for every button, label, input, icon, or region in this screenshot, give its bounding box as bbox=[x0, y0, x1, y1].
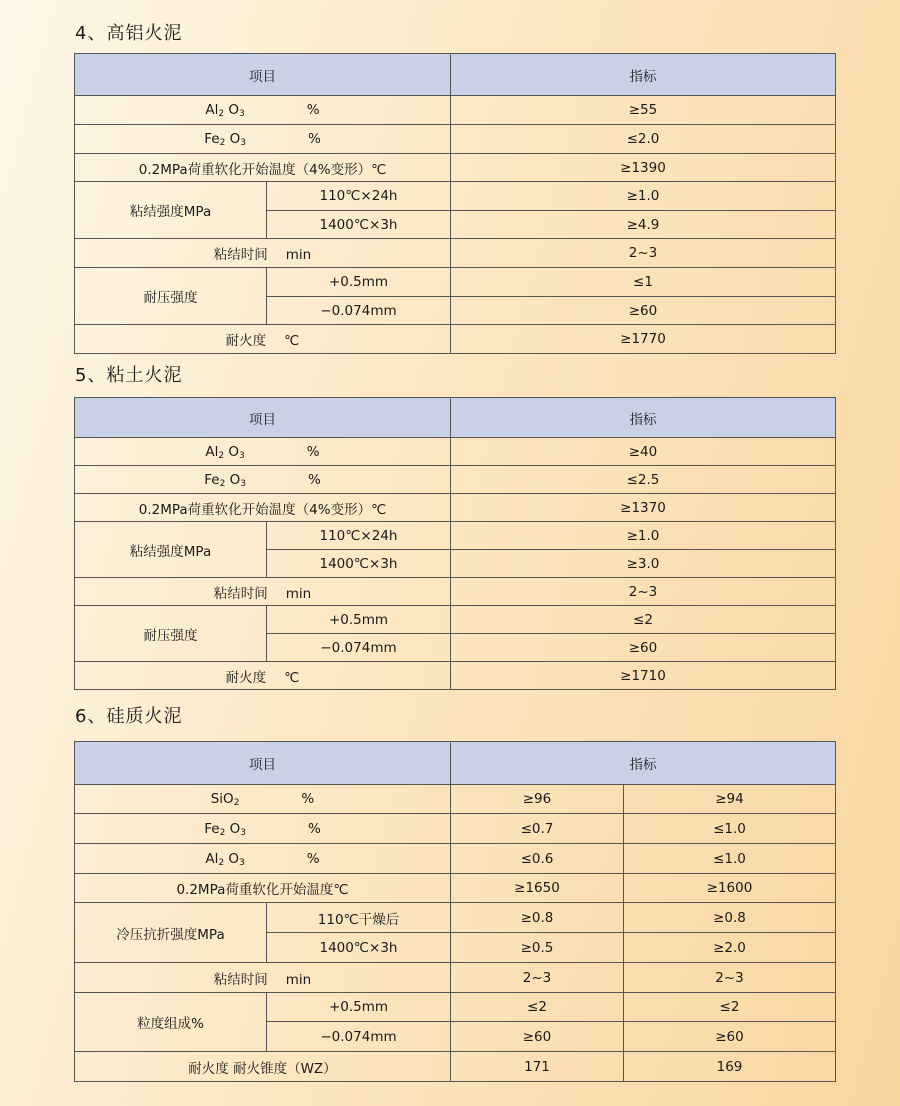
table-row bbox=[75, 903, 836, 933]
row-label-refractoriness: 耐火度 ℃ bbox=[75, 662, 451, 690]
table-row bbox=[75, 662, 836, 690]
value-cell: 2~3 bbox=[624, 963, 836, 993]
unit: % bbox=[307, 471, 321, 488]
value-cell: ≤2 bbox=[451, 606, 836, 634]
condition-cell: 1400℃×3h bbox=[267, 211, 451, 239]
value-cell: ≤2.5 bbox=[451, 466, 836, 494]
condition-cell: −0.074mm bbox=[267, 297, 451, 325]
value-cell: ≤2.0 bbox=[451, 125, 836, 154]
table-row bbox=[75, 239, 836, 268]
value-cell: ≥1710 bbox=[451, 662, 836, 690]
table-row bbox=[75, 96, 836, 125]
unit: % bbox=[306, 102, 320, 118]
value-cell: ≥40 bbox=[451, 438, 836, 466]
unit: % bbox=[306, 850, 320, 867]
unit: min bbox=[285, 971, 312, 988]
header-index: 指标 bbox=[451, 742, 836, 785]
value-cell: 2~3 bbox=[451, 578, 836, 606]
table-row bbox=[75, 963, 836, 993]
row-label-bond-time: 粘结时间 min bbox=[75, 963, 451, 993]
value-cell: 171 bbox=[451, 1052, 624, 1082]
row-label-bond-time: 粘结时间 min bbox=[75, 578, 451, 606]
value-cell: ≤2 bbox=[624, 993, 836, 1022]
value-cell: 2~3 bbox=[451, 239, 836, 268]
unit: ℃ bbox=[284, 669, 300, 686]
condition-cell: −0.074mm bbox=[267, 634, 451, 662]
condition-cell: +0.5mm bbox=[267, 268, 451, 297]
row-label-fe2o3: $Fe_2$ $O_3$ % bbox=[75, 125, 451, 154]
value-cell: ≥0.8 bbox=[451, 903, 624, 933]
table-row bbox=[75, 154, 836, 182]
header-item: 项目 bbox=[75, 54, 451, 96]
row-label-compressive: 耐压强度 bbox=[75, 268, 267, 325]
row-label-al2o3: $Al_2$ $O_3$ % bbox=[75, 96, 451, 125]
value-cell: ≥4.9 bbox=[451, 211, 836, 239]
row-label-bond-strength: 粘结强度MPa bbox=[75, 522, 267, 578]
section-title-silica: 6、硅质火泥 bbox=[75, 706, 183, 727]
value-cell: ≥60 bbox=[451, 297, 836, 325]
condition-cell: 110℃×24h bbox=[267, 522, 451, 550]
row-label-load: 0.2MPa荷重软化开始温度（4%变形）℃ bbox=[75, 494, 451, 522]
row-label-sio2: SiO$_2$ % bbox=[75, 785, 451, 814]
value-cell: ≥0.5 bbox=[451, 933, 624, 963]
unit: % bbox=[307, 131, 321, 147]
section-title-clay: 5、粘土火泥 bbox=[75, 365, 183, 386]
value-cell: ≥1650 bbox=[451, 874, 624, 903]
value-cell: ≥1390 bbox=[451, 154, 836, 182]
value-cell: ≥60 bbox=[451, 1022, 624, 1052]
condition-cell: 1400℃×3h bbox=[267, 550, 451, 578]
value-cell: ≥60 bbox=[624, 1022, 836, 1052]
table-row bbox=[75, 844, 836, 874]
row-label-refractoriness: 耐火度 ℃ bbox=[75, 325, 451, 354]
table-row bbox=[75, 268, 836, 297]
header-item: 项目 bbox=[75, 398, 451, 438]
value-cell: ≤2 bbox=[451, 993, 624, 1022]
spec-table-high-alumina bbox=[74, 53, 836, 354]
condition-cell: −0.074mm bbox=[267, 1022, 451, 1052]
row-label-cold-strength: 冷压抗折强度MPa bbox=[75, 903, 267, 963]
row-label-load: 0.2MPa荷重软化开始温度（4%变形）℃ bbox=[75, 154, 451, 182]
value-cell: ≤0.6 bbox=[451, 844, 624, 874]
header-item: 项目 bbox=[75, 742, 451, 785]
header-index: 指标 bbox=[451, 54, 836, 96]
condition-cell: 110℃干燥后 bbox=[267, 903, 451, 933]
value-cell: ≤1 bbox=[451, 268, 836, 297]
value-cell: ≥0.8 bbox=[624, 903, 836, 933]
table-row bbox=[75, 993, 836, 1022]
unit: ℃ bbox=[284, 333, 300, 349]
table-row bbox=[75, 874, 836, 903]
unit: % bbox=[307, 820, 321, 837]
condition-cell: +0.5mm bbox=[267, 993, 451, 1022]
row-label-bond-time: 粘结时间 min bbox=[75, 239, 451, 268]
table-row bbox=[75, 606, 836, 634]
row-label-compressive: 耐压强度 bbox=[75, 606, 267, 662]
value-cell: ≤1.0 bbox=[624, 844, 836, 874]
value-cell: ≥3.0 bbox=[451, 550, 836, 578]
value-cell: ≥1.0 bbox=[451, 182, 836, 211]
value-cell: ≤1.0 bbox=[624, 814, 836, 844]
row-label-al2o3: $Al_2$ $O_3$ % bbox=[75, 438, 451, 466]
value-cell: ≥1370 bbox=[451, 494, 836, 522]
unit: % bbox=[306, 443, 320, 460]
spec-table-clay bbox=[74, 397, 836, 690]
value-cell: ≥94 bbox=[624, 785, 836, 814]
row-label-refractoriness: 耐火度 耐火锥度（WZ） bbox=[75, 1052, 451, 1082]
condition-cell: 1400℃×3h bbox=[267, 933, 451, 963]
row-label-al2o3: $Al_2$ $O_3$ % bbox=[75, 844, 451, 874]
row-label-grain-size: 粒度组成% bbox=[75, 993, 267, 1052]
table-row bbox=[75, 1052, 836, 1082]
row-label-fe2o3: $Fe_2$ $O_3$ % bbox=[75, 466, 451, 494]
value-cell: ≤0.7 bbox=[451, 814, 624, 844]
row-label-fe2o3: $Fe_2$ $O_3$ % bbox=[75, 814, 451, 844]
table-row bbox=[75, 522, 836, 550]
value-cell: ≥96 bbox=[451, 785, 624, 814]
value-cell: ≥60 bbox=[451, 634, 836, 662]
value-cell: ≥2.0 bbox=[624, 933, 836, 963]
table-row bbox=[75, 182, 836, 211]
table-row bbox=[75, 325, 836, 354]
table-row bbox=[75, 785, 836, 814]
value-cell: 169 bbox=[624, 1052, 836, 1082]
table-row bbox=[75, 466, 836, 494]
row-label-load: 0.2MPa荷重软化开始温度℃ bbox=[75, 874, 451, 903]
table-row bbox=[75, 438, 836, 466]
condition-cell: 110℃×24h bbox=[267, 182, 451, 211]
header-index: 指标 bbox=[451, 398, 836, 438]
table-row bbox=[75, 814, 836, 844]
value-cell: ≥1.0 bbox=[451, 522, 836, 550]
table-header-row bbox=[75, 398, 836, 438]
row-label-bond-strength: 粘结强度MPa bbox=[75, 182, 267, 239]
unit: min bbox=[285, 585, 312, 602]
table-row bbox=[75, 125, 836, 154]
value-cell: ≥1770 bbox=[451, 325, 836, 354]
table-header-row bbox=[75, 54, 836, 96]
value-cell: ≥55 bbox=[451, 96, 836, 125]
value-cell: ≥1600 bbox=[624, 874, 836, 903]
unit: % bbox=[301, 791, 315, 807]
table-row bbox=[75, 494, 836, 522]
spec-table-silica bbox=[74, 741, 836, 1082]
table-row bbox=[75, 578, 836, 606]
condition-cell: +0.5mm bbox=[267, 606, 451, 634]
value-cell: 2~3 bbox=[451, 963, 624, 993]
section-title-high-alumina: 4、高铝火泥 bbox=[75, 23, 183, 44]
unit: min bbox=[285, 247, 312, 263]
table-header-row bbox=[75, 742, 836, 785]
